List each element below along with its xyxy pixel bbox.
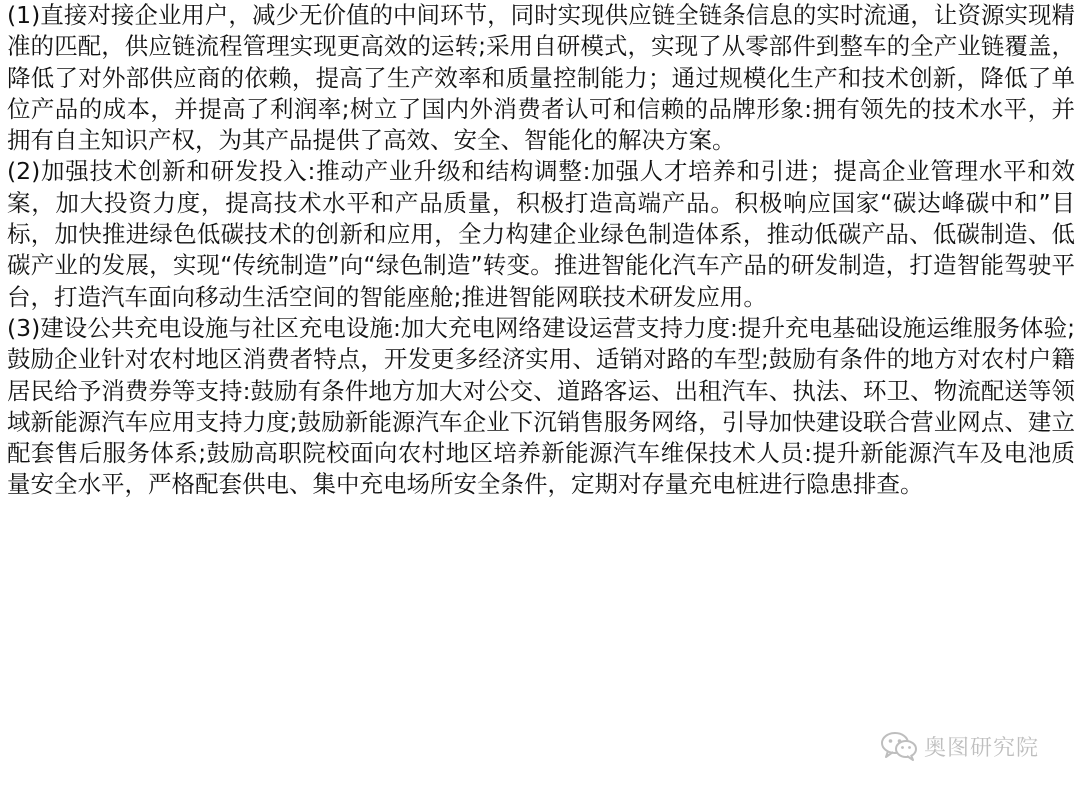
- paragraph-2: (2)加强技术创新和研发投入:推动产业升级和结构调整:加强人才培养和引进；提高企业管理水平和效案，加大投资力度，提高技术水平和产品质量，积极打造高端产品。积极响应国家“碳达峰碳中和”目标，加快推进绿色低碳技术的创新和应用，全力构建企业绿色制造体系，推动低碳产品、低碳制造、低碳产业的发展，实现“传统制造”向“绿色制造”转变。推进智能化汽车产品的研发制造，打造智能驾驶平台，打造汽车面向移动生活空间的智能座舱;推进智能网联技术研发应用。: [7, 157, 1075, 311]
- document-body: [7, 0, 1075, 501]
- paragraph-1: (1)直接对接企业用户，减少无价值的中间环节，同时实现供应链全链条信息的实时流通，让资源实现精准的匹配，供应链流程管理实现更高效的运转;采用自研模式，实现了从零部件到整车的全产业链覆盖，降低了对外部供应商的依赖，提高了生产效率和质量控制能力；通过规模化生产和技术创新，降低了单位产品的成本，并提高了利润率;树立了国内外消费者认可和信赖的品牌形象:拥有领先的技术水平，并拥有自主知识产权，为其产品提供了高效、安全、智能化的解决方案。: [7, 1, 1075, 155]
- watermark-text: 奥图研究院: [924, 735, 1040, 761]
- watermark: [880, 729, 1039, 763]
- wechat-icon: [880, 731, 918, 761]
- paragraph-3: (3)建设公共充电设施与社区充电设施:加大充电网络建设运营支持力度:提升充电基础设施运维服务体验;鼓励企业针对农村地区消费者特点，开发更多经济实用、适销对路的车型;鼓励有条件的地方对农村户籍居民给予消费券等支持:鼓励有条件地方加大对公交、道路客运、出租汽车、执法、环卫、物流配送等领域新能源汽车应用支持力度;鼓励新能源汽车企业下沉销售服务网络，引导加快建设联合营业网点、建立配套售后服务体系;鼓励高职院校面向农村地区培养新能源汽车维保技术人员:提升新能源汽车及电池质量安全水平，严格配套供电、集中充电场所安全条件，定期对存量充电桩进行隐患排查。: [7, 313, 1075, 499]
